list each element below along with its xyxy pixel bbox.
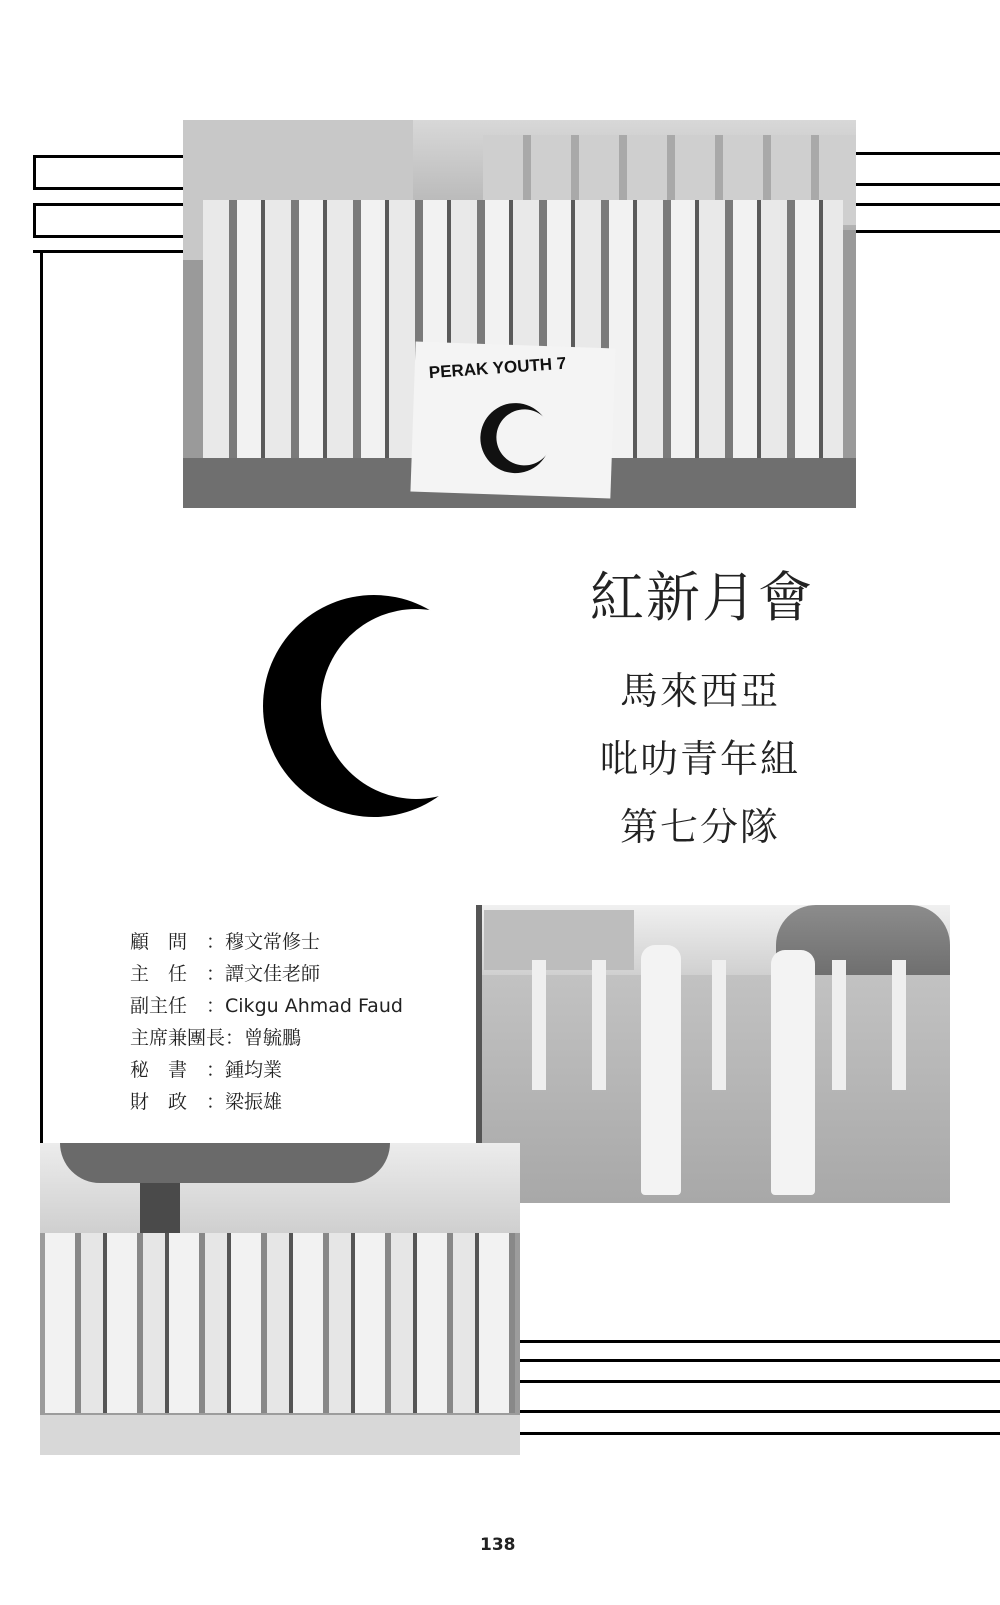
- staff-name: 曾毓鵬: [244, 1027, 302, 1049]
- frame-line-bottom-right-3: [520, 1380, 1000, 1383]
- heading-line-unit: 第七分隊: [620, 805, 781, 849]
- staff-separator: ：: [206, 931, 226, 953]
- staff-name: Cikgu Ahmad Faud: [225, 995, 403, 1017]
- staff-row: [130, 958, 403, 990]
- ceremony-photo: [476, 905, 950, 1203]
- frame-line-bottom-right-1: [520, 1340, 1000, 1343]
- staff-role: 主 任: [130, 963, 188, 985]
- staff-row: [130, 1054, 403, 1086]
- flag-banner: [410, 342, 615, 499]
- heading-line-region: 吡叻青年組: [600, 737, 801, 781]
- flag-text: PERAK YOUTH 7: [428, 353, 567, 383]
- staff-name: 鍾均業: [225, 1059, 283, 1081]
- staff-role: 主席兼團長: [130, 1027, 226, 1049]
- frame-line-top-right-1: [855, 152, 1000, 155]
- frame-line-bottom-right-4: [520, 1410, 1000, 1413]
- staff-list: [130, 926, 403, 1118]
- frame-line-left-vertical: [40, 250, 43, 1143]
- frame-line-top-right-3: [855, 203, 1000, 206]
- staff-separator: ：: [225, 1027, 245, 1049]
- staff-separator: ：: [206, 995, 226, 1017]
- frame-line-left-horizontal: [33, 250, 188, 253]
- frame-line-bottom-right-2: [520, 1359, 1000, 1362]
- staff-row: [130, 1086, 403, 1118]
- organization-title: 紅新月會: [590, 566, 814, 629]
- frame-line-top-right-4: [855, 230, 1000, 233]
- staff-row: [130, 990, 403, 1022]
- staff-name: 梁振雄: [225, 1091, 283, 1113]
- staff-role: 顧 問: [130, 931, 188, 953]
- frame-box-top-left-2: [33, 203, 188, 238]
- staff-role: 副主任: [130, 995, 188, 1017]
- staff-name: 穆文常修士: [225, 931, 321, 953]
- frame-line-bottom-right-5: [520, 1432, 1000, 1435]
- flag-crescent-icon: [479, 402, 551, 474]
- staff-row: [130, 1022, 403, 1054]
- staff-role: 秘 書: [130, 1059, 188, 1081]
- staff-separator: ：: [206, 963, 226, 985]
- staff-separator: ：: [206, 1059, 226, 1081]
- frame-box-top-left-1: [33, 155, 188, 190]
- page-number: 138: [480, 1535, 516, 1555]
- staff-separator: ：: [206, 1091, 226, 1113]
- crescent-emblem-icon: [263, 595, 485, 817]
- parade-photo: [40, 1143, 520, 1455]
- group-photo: [183, 120, 856, 508]
- frame-line-top-right-2: [855, 183, 1000, 186]
- staff-row: [130, 926, 403, 958]
- heading-line-country: 馬來西亞: [620, 669, 781, 713]
- staff-name: 譚文佳老師: [225, 963, 321, 985]
- staff-role: 財 政: [130, 1091, 188, 1113]
